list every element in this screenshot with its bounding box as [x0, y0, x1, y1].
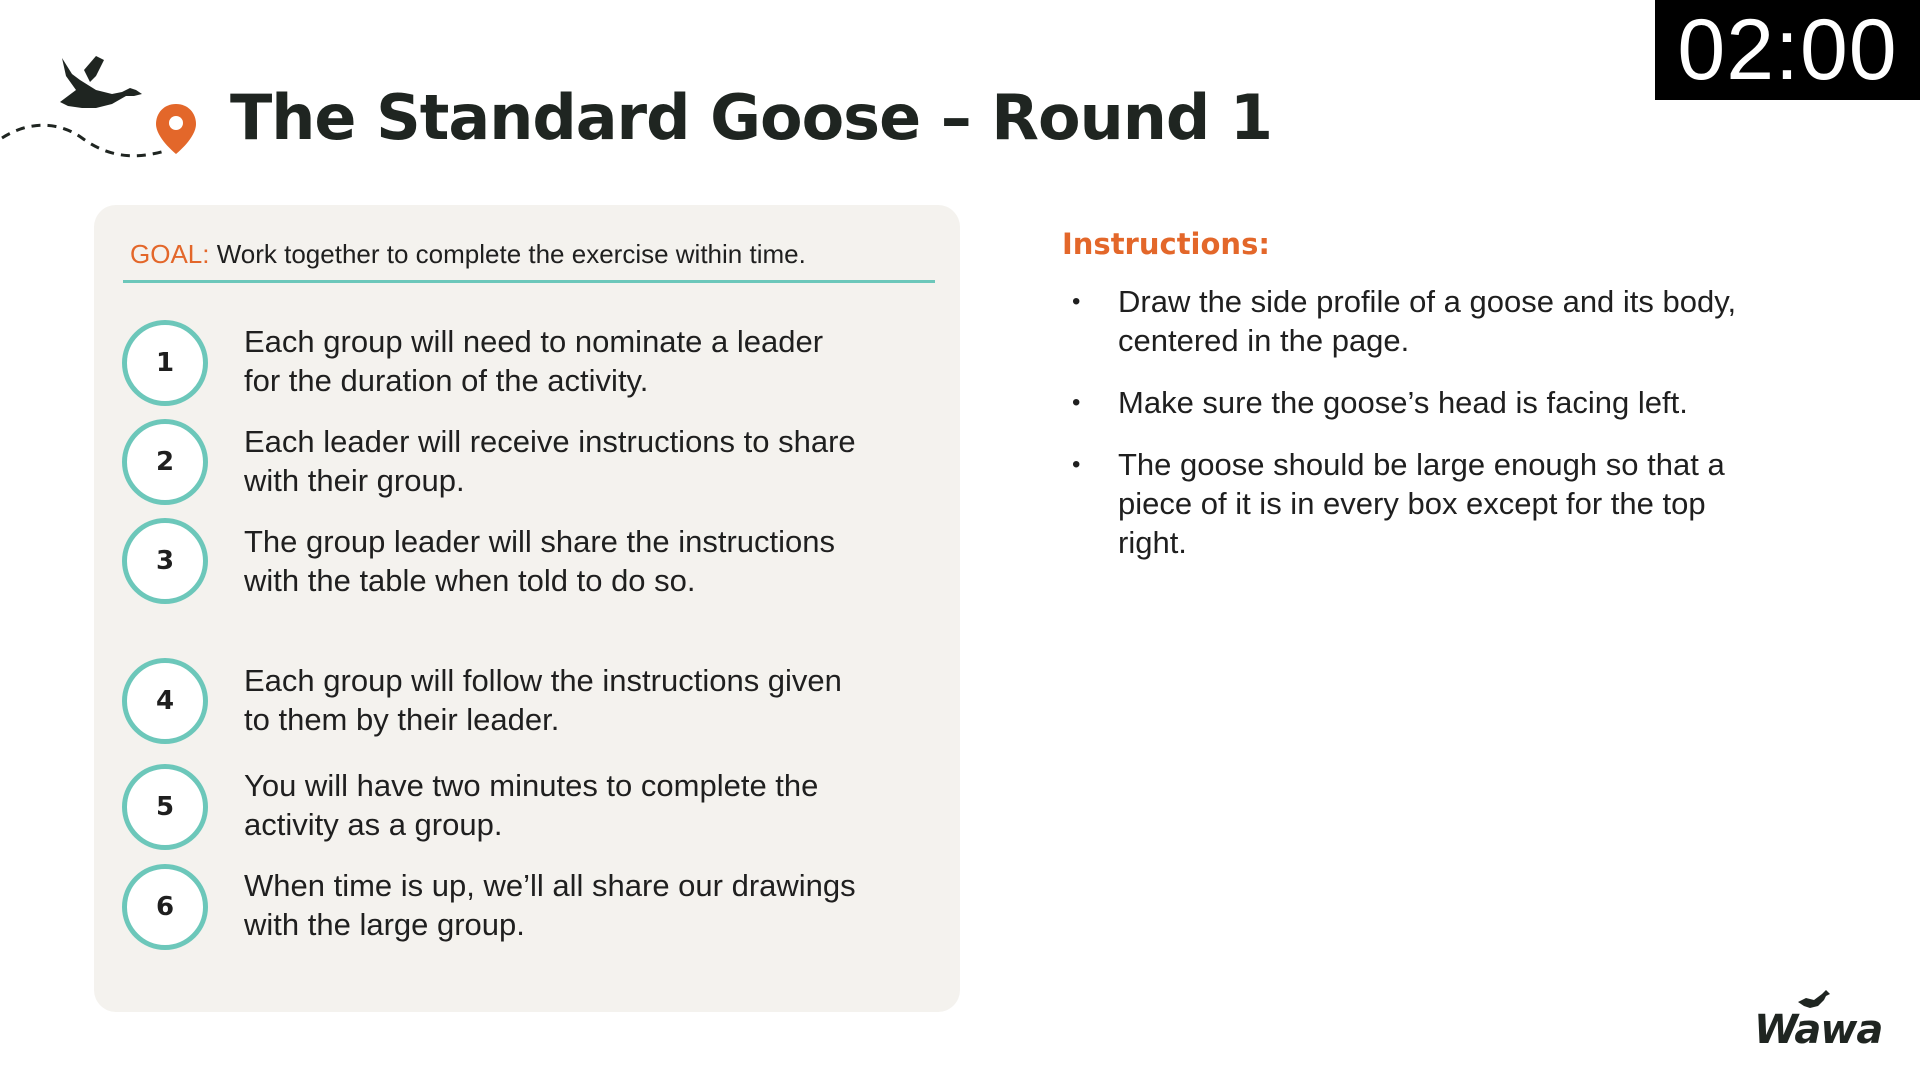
- instruction-item: [1062, 383, 1782, 422]
- step-text: When time is up, we’ll all share our drawings with the large group.: [244, 868, 856, 942]
- goal-text: Work together to complete the exercise within time.: [209, 239, 806, 269]
- step-text: Each group will need to nominate a leader for the duration of the activity.: [244, 324, 824, 398]
- instruction-text: Make sure the goose’s head is facing left.: [1118, 385, 1688, 420]
- step-number-badge: 4: [122, 658, 208, 744]
- instructions-title: Instructions:: [1062, 227, 1270, 261]
- instructions-list: [1062, 282, 1782, 585]
- step-number-badge: 6: [122, 864, 208, 950]
- goal-label: GOAL:: [130, 239, 210, 269]
- step-text: Each leader will receive instructions to share with their group.: [244, 424, 856, 498]
- step-number-badge: 1: [122, 320, 208, 406]
- step-number-badge: 3: [122, 518, 208, 604]
- step-number-badge: 5: [122, 764, 208, 850]
- page-title: The Standard Goose – Round 1: [230, 81, 1273, 154]
- step-text: Each group will follow the instructions given to them by their leader.: [244, 663, 842, 737]
- header-decoration: [0, 50, 220, 170]
- instruction-text: The goose should be large enough so that a piece of it is in every box except for the top right.: [1118, 447, 1725, 560]
- step-text: The group leader will share the instructions with the table when told to do so.: [244, 524, 836, 598]
- goal-divider: [123, 280, 935, 283]
- countdown-timer: 02:00: [1655, 0, 1920, 100]
- goose-icon: [60, 56, 142, 108]
- logo-text: Wawa: [1754, 1007, 1883, 1053]
- step-number-badge: 2: [122, 419, 208, 505]
- bullet-icon: •: [1072, 288, 1081, 315]
- instruction-text: Draw the side profile of a goose and its body, centered in the page.: [1118, 284, 1737, 358]
- wawa-logo: [1754, 988, 1883, 1053]
- instruction-item: [1062, 445, 1782, 562]
- instruction-item: [1062, 282, 1782, 360]
- dashed-path: [2, 125, 168, 156]
- goal-statement: [130, 236, 806, 272]
- bullet-icon: •: [1072, 389, 1081, 416]
- step-text: You will have two minutes to complete the activity as a group.: [244, 768, 819, 842]
- location-pin-icon: [156, 104, 196, 154]
- bullet-icon: •: [1072, 451, 1081, 478]
